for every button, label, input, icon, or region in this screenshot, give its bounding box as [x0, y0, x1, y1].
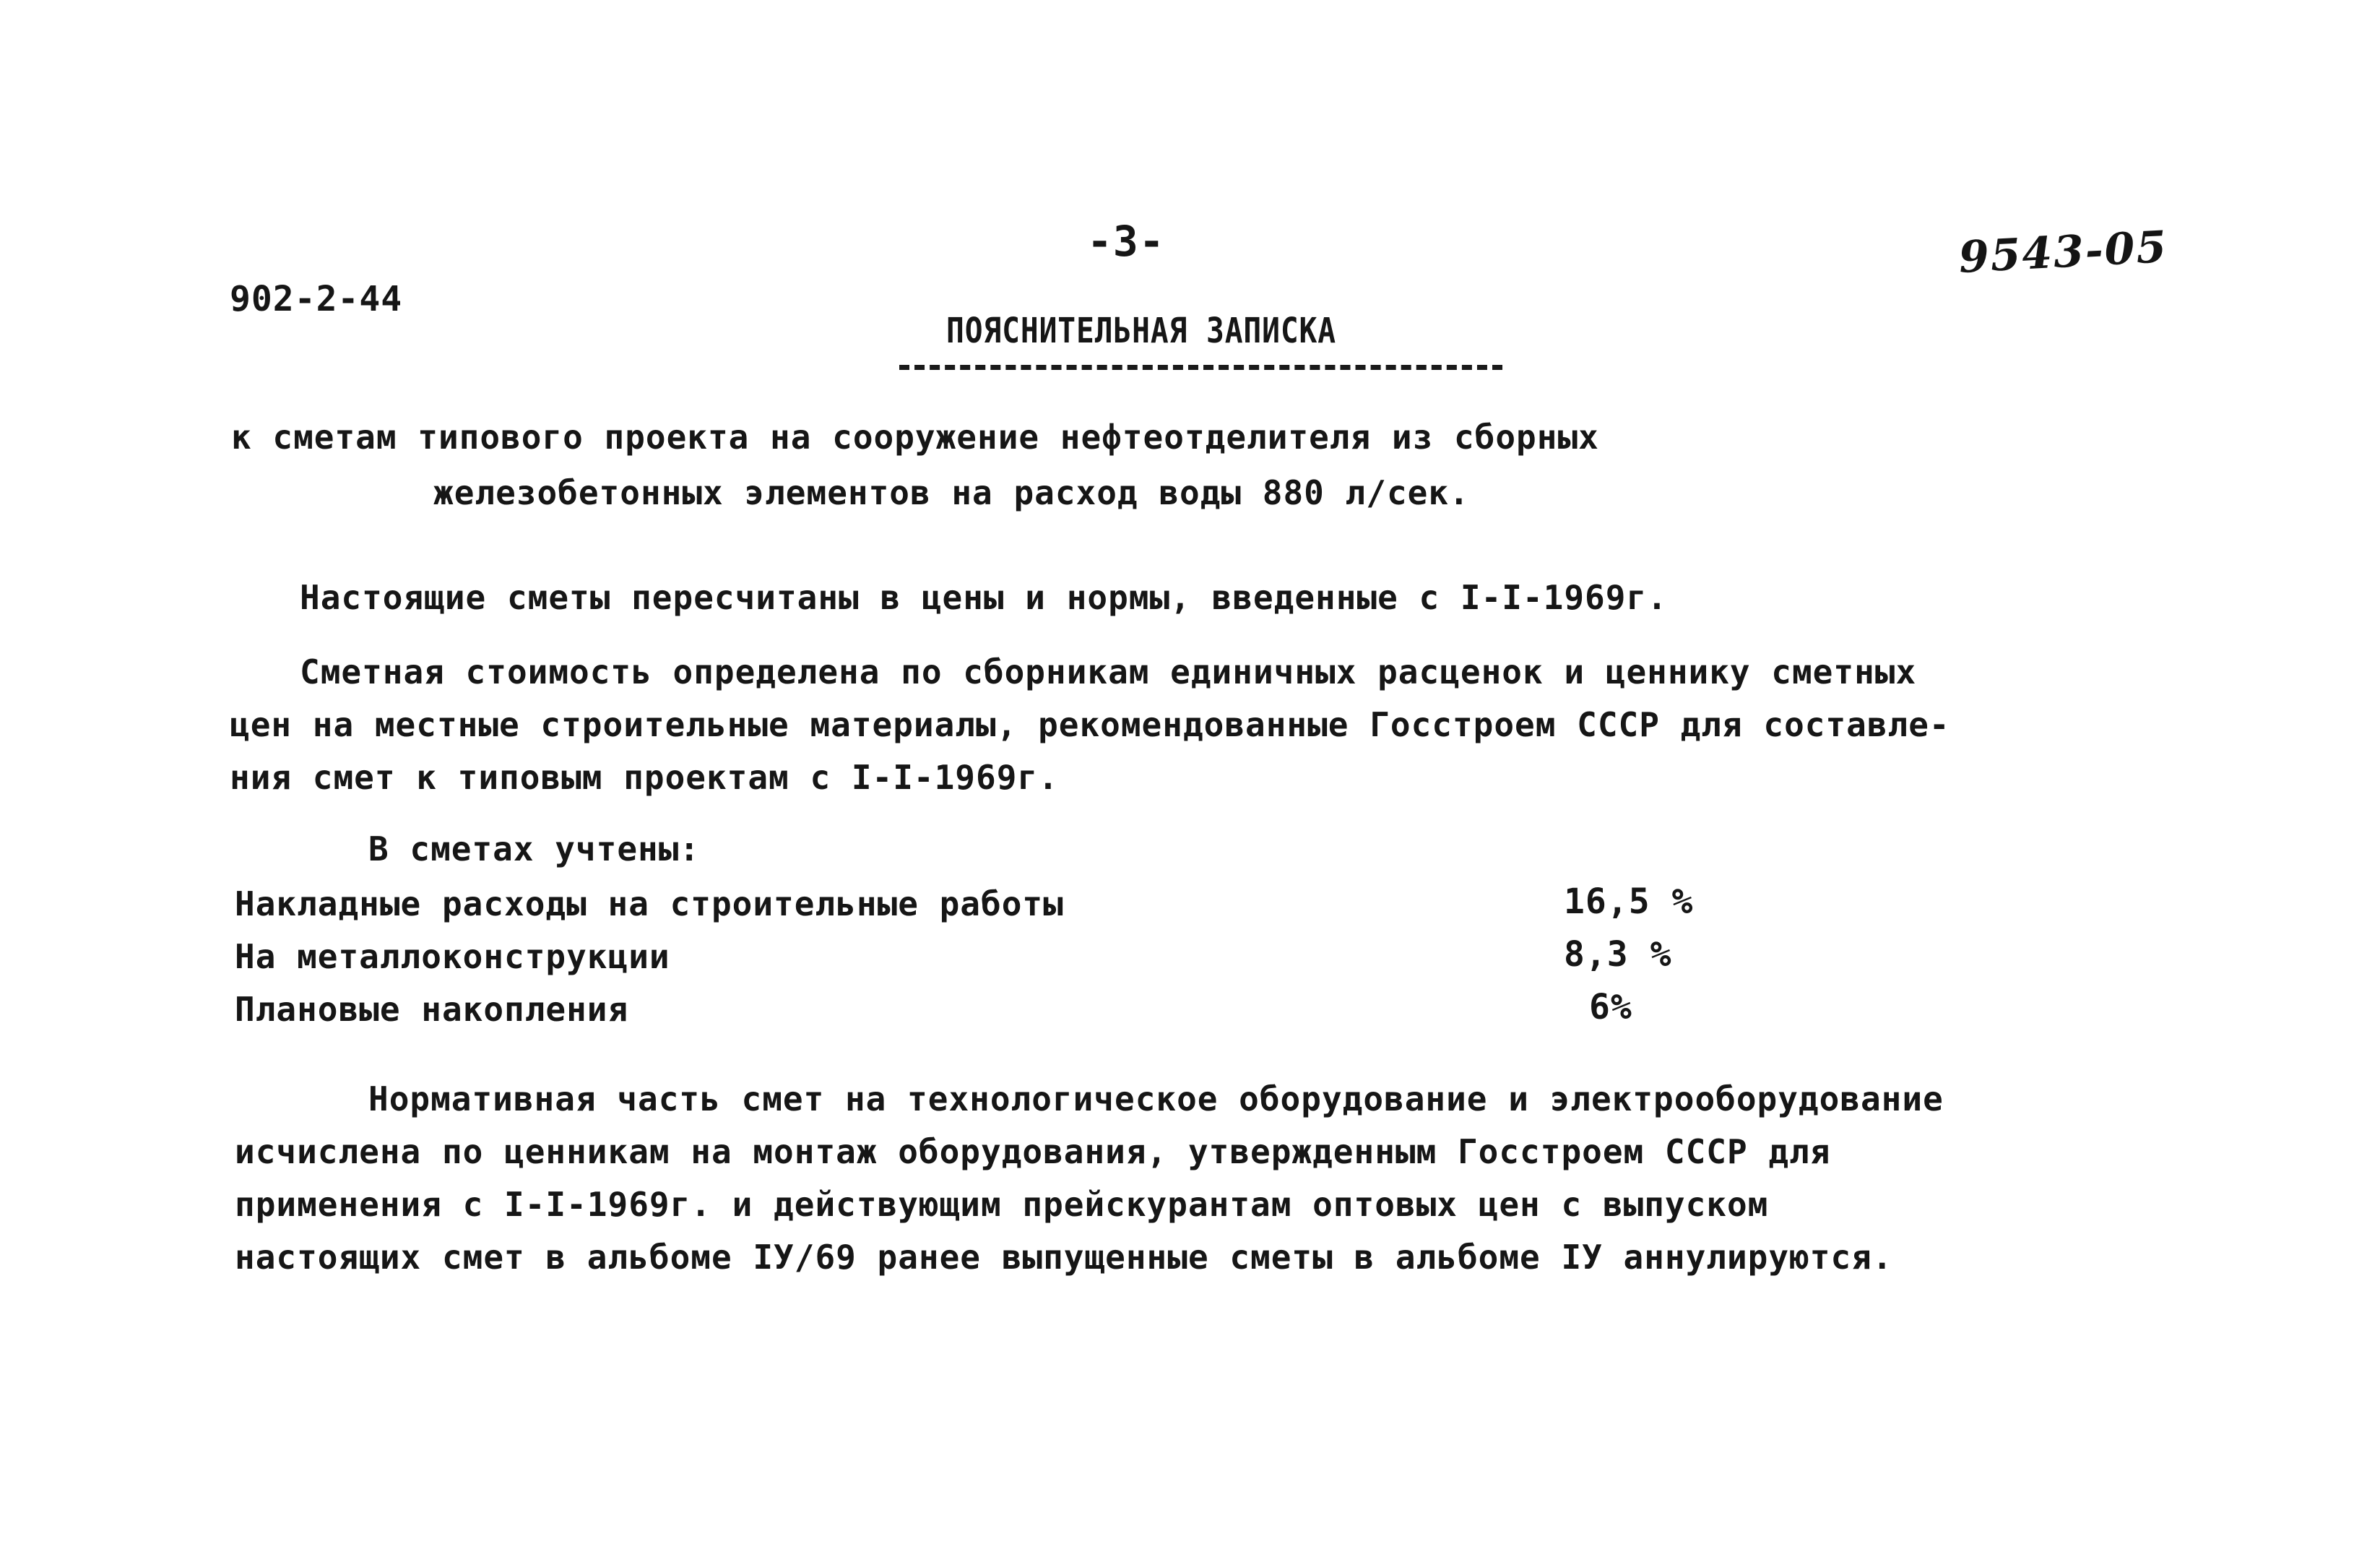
rate-label-savings: Плановые накопления [235, 990, 629, 1029]
subtitle-line-2: железобетонных элементов на расход воды 880 л/сек. [433, 473, 1470, 512]
document-title: ПОЯСНИТЕЛЬНАЯ ЗАПИСКА [946, 311, 1336, 351]
page-number: -3- [1087, 217, 1165, 266]
document-code: 902-2-44 [230, 279, 403, 319]
subtitle-line-1: к сметам типового проекта на сооружение нефтеотделителя из сборных [231, 418, 1599, 457]
rate-label-metal: На металлоконструкции [235, 937, 670, 976]
paragraph-equipment-line-1: Нормативная часть смет на технологическое оборудование и электрооборудование [368, 1079, 1944, 1118]
paragraph-recalculation: Настоящие сметы пересчитаны в цены и нормы, введенные с I-I-1969г. [300, 578, 1668, 617]
paragraph-cost-line-2: цен на местные строительные материалы, рекомендованные Госстроем СССР для составле- [230, 705, 1950, 744]
rate-label-overhead: Накладные расходы на строительные работы [235, 884, 1064, 923]
rate-value-overhead: 16,5 % [1564, 881, 1694, 922]
rates-heading: В сметах учтены: [368, 829, 701, 868]
paragraph-cost-line-3: ния смет к типовым проектам с I-I-1969г. [230, 758, 1059, 797]
paragraph-equipment-line-3: применения с I-I-1969г. и действующим прейскурантам оптовых цен с выпуском [235, 1185, 1769, 1224]
rate-value-savings: 6% [1589, 987, 1632, 1027]
paragraph-equipment-line-4: настоящих смет в альбоме IУ/69 ранее выпущенные сметы в альбоме IУ аннулируются. [235, 1238, 1893, 1277]
paragraph-equipment-line-2: исчислена по ценникам на монтаж оборудования, утвержденным Госстроем СССР для [235, 1132, 1831, 1171]
rate-value-metal: 8,3 % [1564, 934, 1672, 975]
archive-number-handwritten: 9543-05 [1957, 221, 2169, 283]
title-dashed-underline [899, 365, 1502, 370]
paragraph-cost-line-1: Сметная стоимость определена по сборникам единичных расценок и ценнику сметных [300, 652, 1917, 691]
